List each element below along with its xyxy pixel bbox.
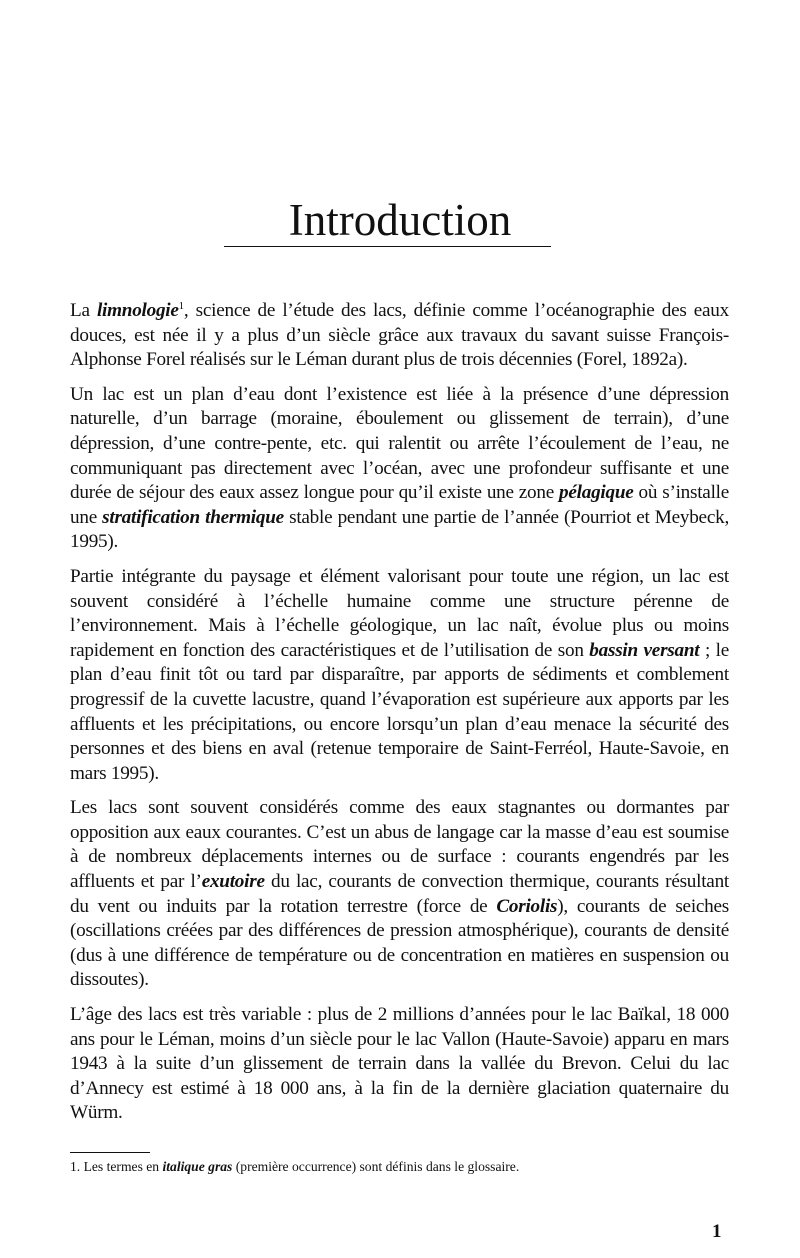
footnote-ref: 1: [178, 300, 184, 312]
footnote-separator: [70, 1152, 150, 1153]
paragraph: [70, 383, 729, 555]
text-run: ), courants de seiches (oscillations créées par des différences de pression atmosphérique), courants de densité (dus à une différence de température ou de concentration en matières en suspension ou dissoutes).: [70, 895, 729, 991]
page-number: 1: [712, 1221, 722, 1242]
chapter-title: Introduction: [288, 195, 512, 245]
text-run: du lac, courants de convection thermique, courants résultant du vent ou induits par la rotation terrestre (force de: [70, 871, 729, 917]
title-underline: [224, 246, 551, 247]
glossary-term: pélagique: [559, 482, 634, 504]
text-run: Un lac est un plan d’eau dont l’existence est liée à la présence d’une dépression naturelle, d’un barrage (moraine, éboulement ou glissement de terrain), d’une dépression, d’une contre-pente, etc. qui ralentit ou arrête l’écoulement de l’eau, ne communiquant pas directement avec l’océan, avec une profondeur suffisante et une durée de séjour des eaux assez longue pour qu’il existe une zone: [70, 383, 729, 504]
glossary-term: bassin versant: [589, 639, 700, 661]
text-run: Partie intégrante du paysage et élément valorisant pour toute une région, un lac est souvent considéré à l’échelle humaine comme une structure pérenne de l’environnement. Mais à l’échelle géologique, un lac naît, évolue plus ou moins rapidement en fonction des caractéristiques et de l’utilisation de son: [70, 565, 729, 661]
paragraph: [70, 1003, 729, 1126]
paragraph: [70, 299, 729, 373]
text-run: , science de l’étude des lacs, définie comme l’océanographie des eaux douces, est née il y a plus d’un siècle grâce aux travaux du savant suisse François-Alphonse Forel réalisés sur le Léman durant plus de trois décennies (Forel, 1892a).: [70, 300, 729, 371]
paragraph: [70, 565, 729, 786]
glossary-term: stratification thermique: [102, 506, 284, 528]
glossary-term: Coriolis: [496, 895, 558, 917]
body-text: [70, 299, 729, 1136]
text-run: La: [70, 300, 97, 321]
footnote: [70, 1158, 729, 1176]
text-run: Les lacs sont souvent considérés comme des eaux stagnantes ou dormantes par opposition aux eaux courantes. C’est un abus de langage car la masse d’eau est soumise à de nombreux déplacements internes ou de surface : courants engendrés par les affluents et par l’: [70, 797, 729, 893]
page-footer: [0, 1136, 800, 1244]
text-run: 1. Les termes en: [70, 1159, 163, 1174]
text-run: stable pendant une partie de l’année (Pourriot et Meybeck, 1995).: [70, 506, 729, 553]
glossary-term: exutoire: [201, 871, 265, 893]
glossary-term: limnologie: [96, 300, 179, 321]
paragraph: [70, 796, 729, 993]
glossary-term: italique gras: [162, 1159, 233, 1174]
text-run: ; le plan d’eau finit tôt ou tard par disparaître, par apports de sédiments et comblement progressif de la cuvette lacustre, quand l’évaporation est supérieure aux apports par les affluents et les précipitations, ou encore lorsqu’un plan d’eau menace la sécurité des personnes et des biens en aval (retenue temporaire de Saint-Ferréol, Haute-Savoie, en mars 1995).: [70, 639, 729, 784]
text-run: L’âge des lacs est très variable : plus de 2 millions d’années pour le lac Baïkal, 18 000 ans pour le Léman, moins d’un siècle pour le lac Vallon (Haute-Savoie) apparu en mars 1943 à la suite d’un glissement de terrain dans la vallée du Brevon. Celui du lac d’Annecy est estimé à 18 000 ans, à la fin de la dernière glaciation quaternaire du Würm.: [70, 1004, 729, 1124]
text-run: où s’installe une: [70, 482, 730, 528]
text-run: (première occurrence) sont définis dans le glossaire.: [232, 1159, 520, 1174]
